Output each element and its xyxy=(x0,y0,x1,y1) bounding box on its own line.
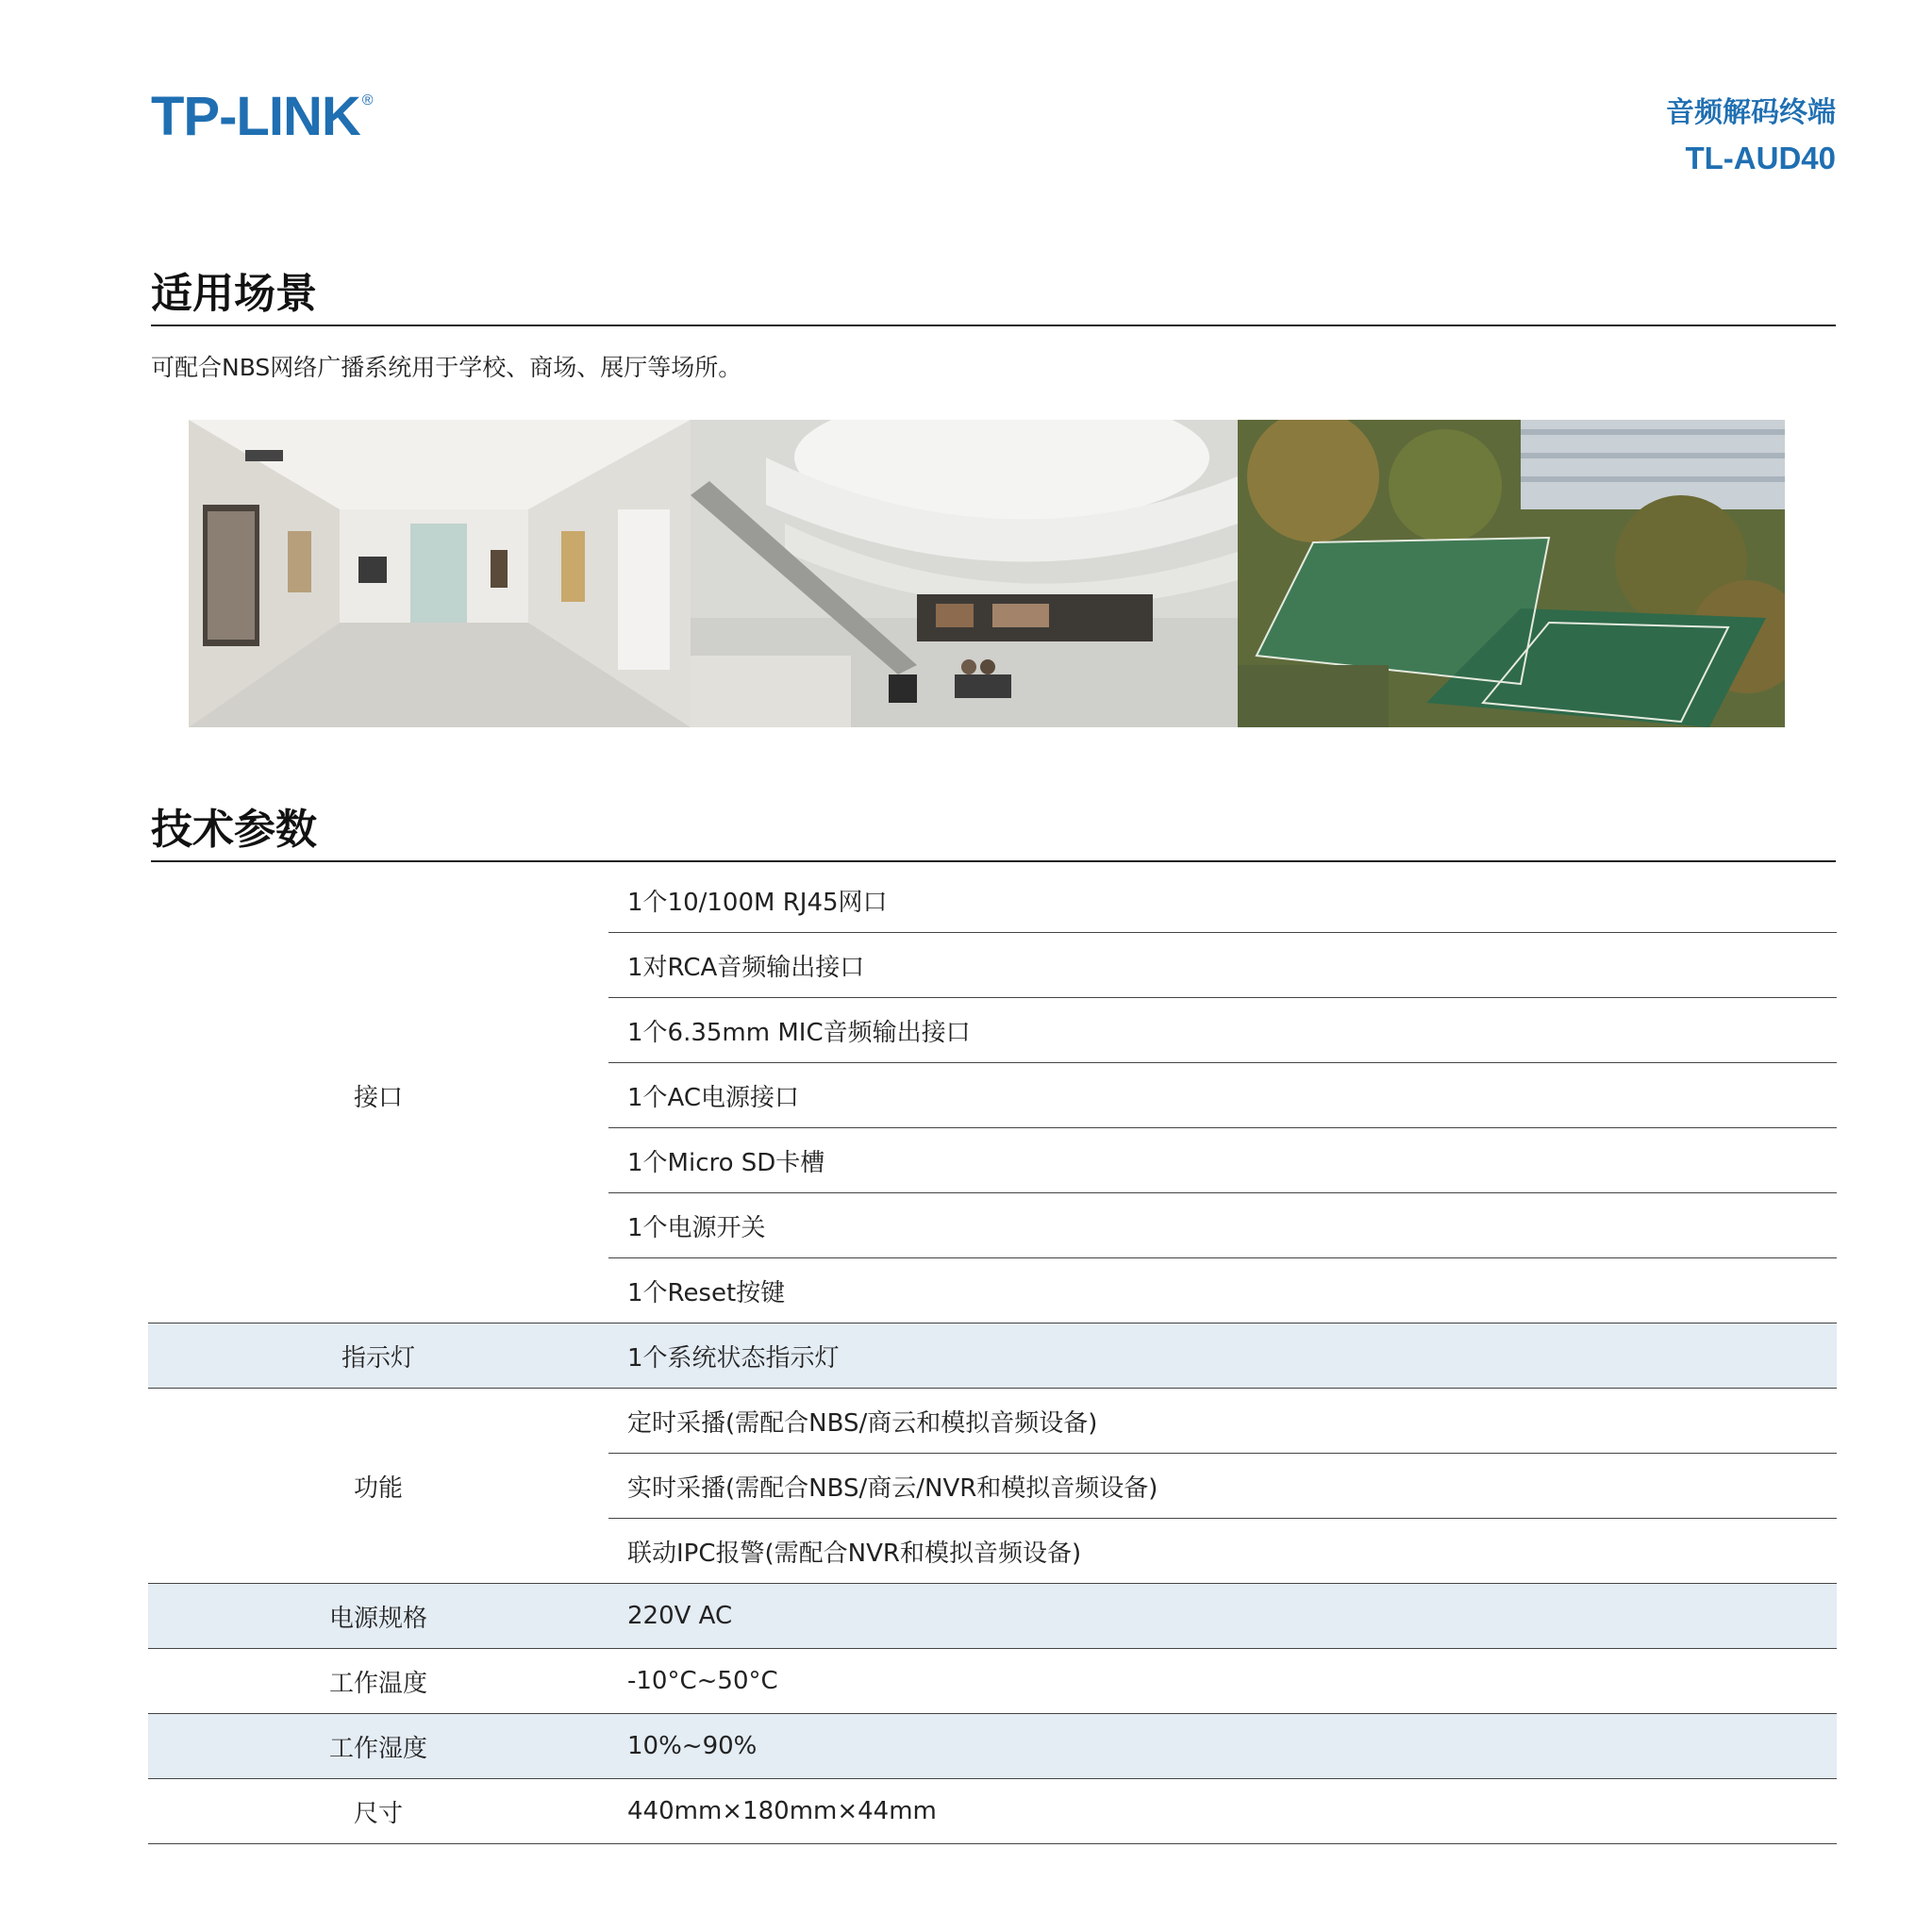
specs-divider xyxy=(151,860,1836,862)
spec-table xyxy=(148,868,1837,1844)
table-row xyxy=(148,1323,1837,1389)
spec-value: 1个Reset按键 xyxy=(608,1258,1837,1323)
scenario-divider xyxy=(151,325,1836,326)
spec-value: 1对RCA音频输出接口 xyxy=(608,933,1837,998)
gallery-photo xyxy=(189,420,691,727)
spec-label-humidity: 工作湿度 xyxy=(148,1714,608,1779)
spec-value: 1个10/100M RJ45网口 xyxy=(608,868,1837,933)
table-row xyxy=(148,1584,1837,1649)
spec-value: 1个系统状态指示灯 xyxy=(608,1323,1837,1389)
spec-value: 1个电源开关 xyxy=(608,1193,1837,1258)
table-row xyxy=(148,1714,1837,1779)
spec-value: 1个AC电源接口 xyxy=(608,1063,1837,1128)
spec-value: 10%~90% xyxy=(608,1714,1837,1779)
table-row xyxy=(148,1779,1837,1844)
registered-mark: ® xyxy=(361,92,373,108)
spec-label-dimensions: 尺寸 xyxy=(148,1779,608,1844)
product-name: 音频解码终端 xyxy=(1666,96,1836,129)
spec-value: 联动IPC报警(需配合NVR和模拟音频设备) xyxy=(608,1519,1837,1584)
spec-value: 实时采播(需配合NBS/商云/NVR和模拟音频设备) xyxy=(608,1454,1837,1519)
scenario-title: 适用场景 xyxy=(151,270,317,318)
mall-photo xyxy=(691,420,1238,727)
table-row xyxy=(148,1389,1837,1454)
spec-label-interface: 接口 xyxy=(148,868,608,1323)
spec-label-function: 功能 xyxy=(148,1389,608,1584)
scenario-photo-strip xyxy=(189,420,1785,727)
spec-value: -10°C~50°C xyxy=(608,1649,1837,1714)
spec-value: 1个Micro SD卡槽 xyxy=(608,1128,1837,1193)
scenario-description: 可配合NBS网络广播系统用于学校、商场、展厅等场所。 xyxy=(151,354,742,381)
spec-label-indicator: 指示灯 xyxy=(148,1323,608,1389)
spec-value: 440mm×180mm×44mm xyxy=(608,1779,1837,1844)
product-model: TL-AUD40 xyxy=(1685,141,1836,175)
spec-value: 220V AC xyxy=(608,1584,1837,1649)
spec-value: 1个6.35mm MIC音频输出接口 xyxy=(608,998,1837,1063)
spec-value: 定时采播(需配合NBS/商云和模拟音频设备) xyxy=(608,1389,1837,1454)
specs-title: 技术参数 xyxy=(151,806,317,854)
spec-label-temperature: 工作温度 xyxy=(148,1649,608,1714)
brand-logo-text: TP-LINK xyxy=(151,86,360,147)
table-row xyxy=(148,868,1837,933)
table-row xyxy=(148,1649,1837,1714)
spec-label-power: 电源规格 xyxy=(148,1584,608,1649)
brand-logo xyxy=(151,86,373,147)
product-header xyxy=(1666,92,1836,183)
campus-photo xyxy=(1238,420,1785,727)
